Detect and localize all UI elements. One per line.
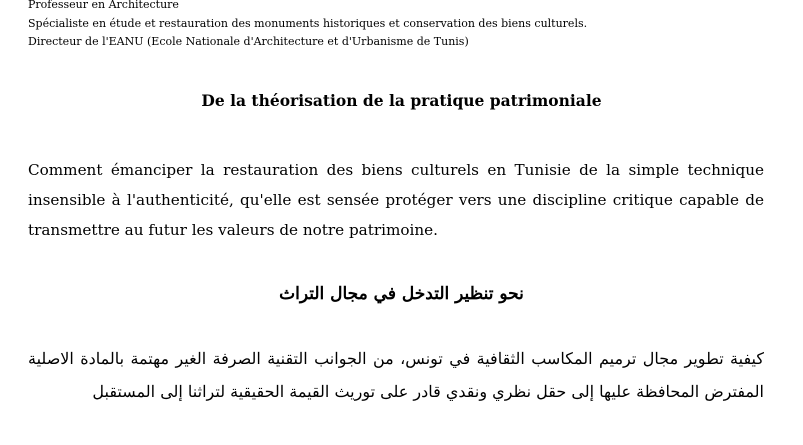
author-title-line: Professeur en Architecture: [28, 0, 179, 11]
author-affiliation: [28, 0, 788, 52]
french-title: De la théorisation de la pratique patrimoniale: [201, 91, 602, 110]
french-abstract: Comment émanciper la restauration des biens culturels en Tunisie de la simple technique insensible à l'authenticité, qu'elle est sensée protéger vers une discipline critique capable de transmettre au futur les valeurs de notre patrimoine.: [28, 161, 764, 239]
author-director-line: Directeur de l'EANU (Ecole Nationale d'Architecture et d'Urbanisme de Tunis): [28, 35, 469, 48]
arabic-title: نحو تنظير التدخل في مجال التراث: [279, 284, 524, 304]
arabic-abstract: كيفية تطوير مجال ترميم المكاسب الثقافية في تونس، من الجوانب التقنية الصرفة الغير مهتمة بالمادة الاصلية المفترض المحافظة عليها إلى حقل نظري ونقدي قادر على توريث القيمة الحقيقية لتراثنا إلى المستقبل: [28, 349, 764, 401]
author-specialty-line: Spécialiste en étude et restauration des monuments historiques et conservation des biens culturels.: [28, 16, 588, 30]
